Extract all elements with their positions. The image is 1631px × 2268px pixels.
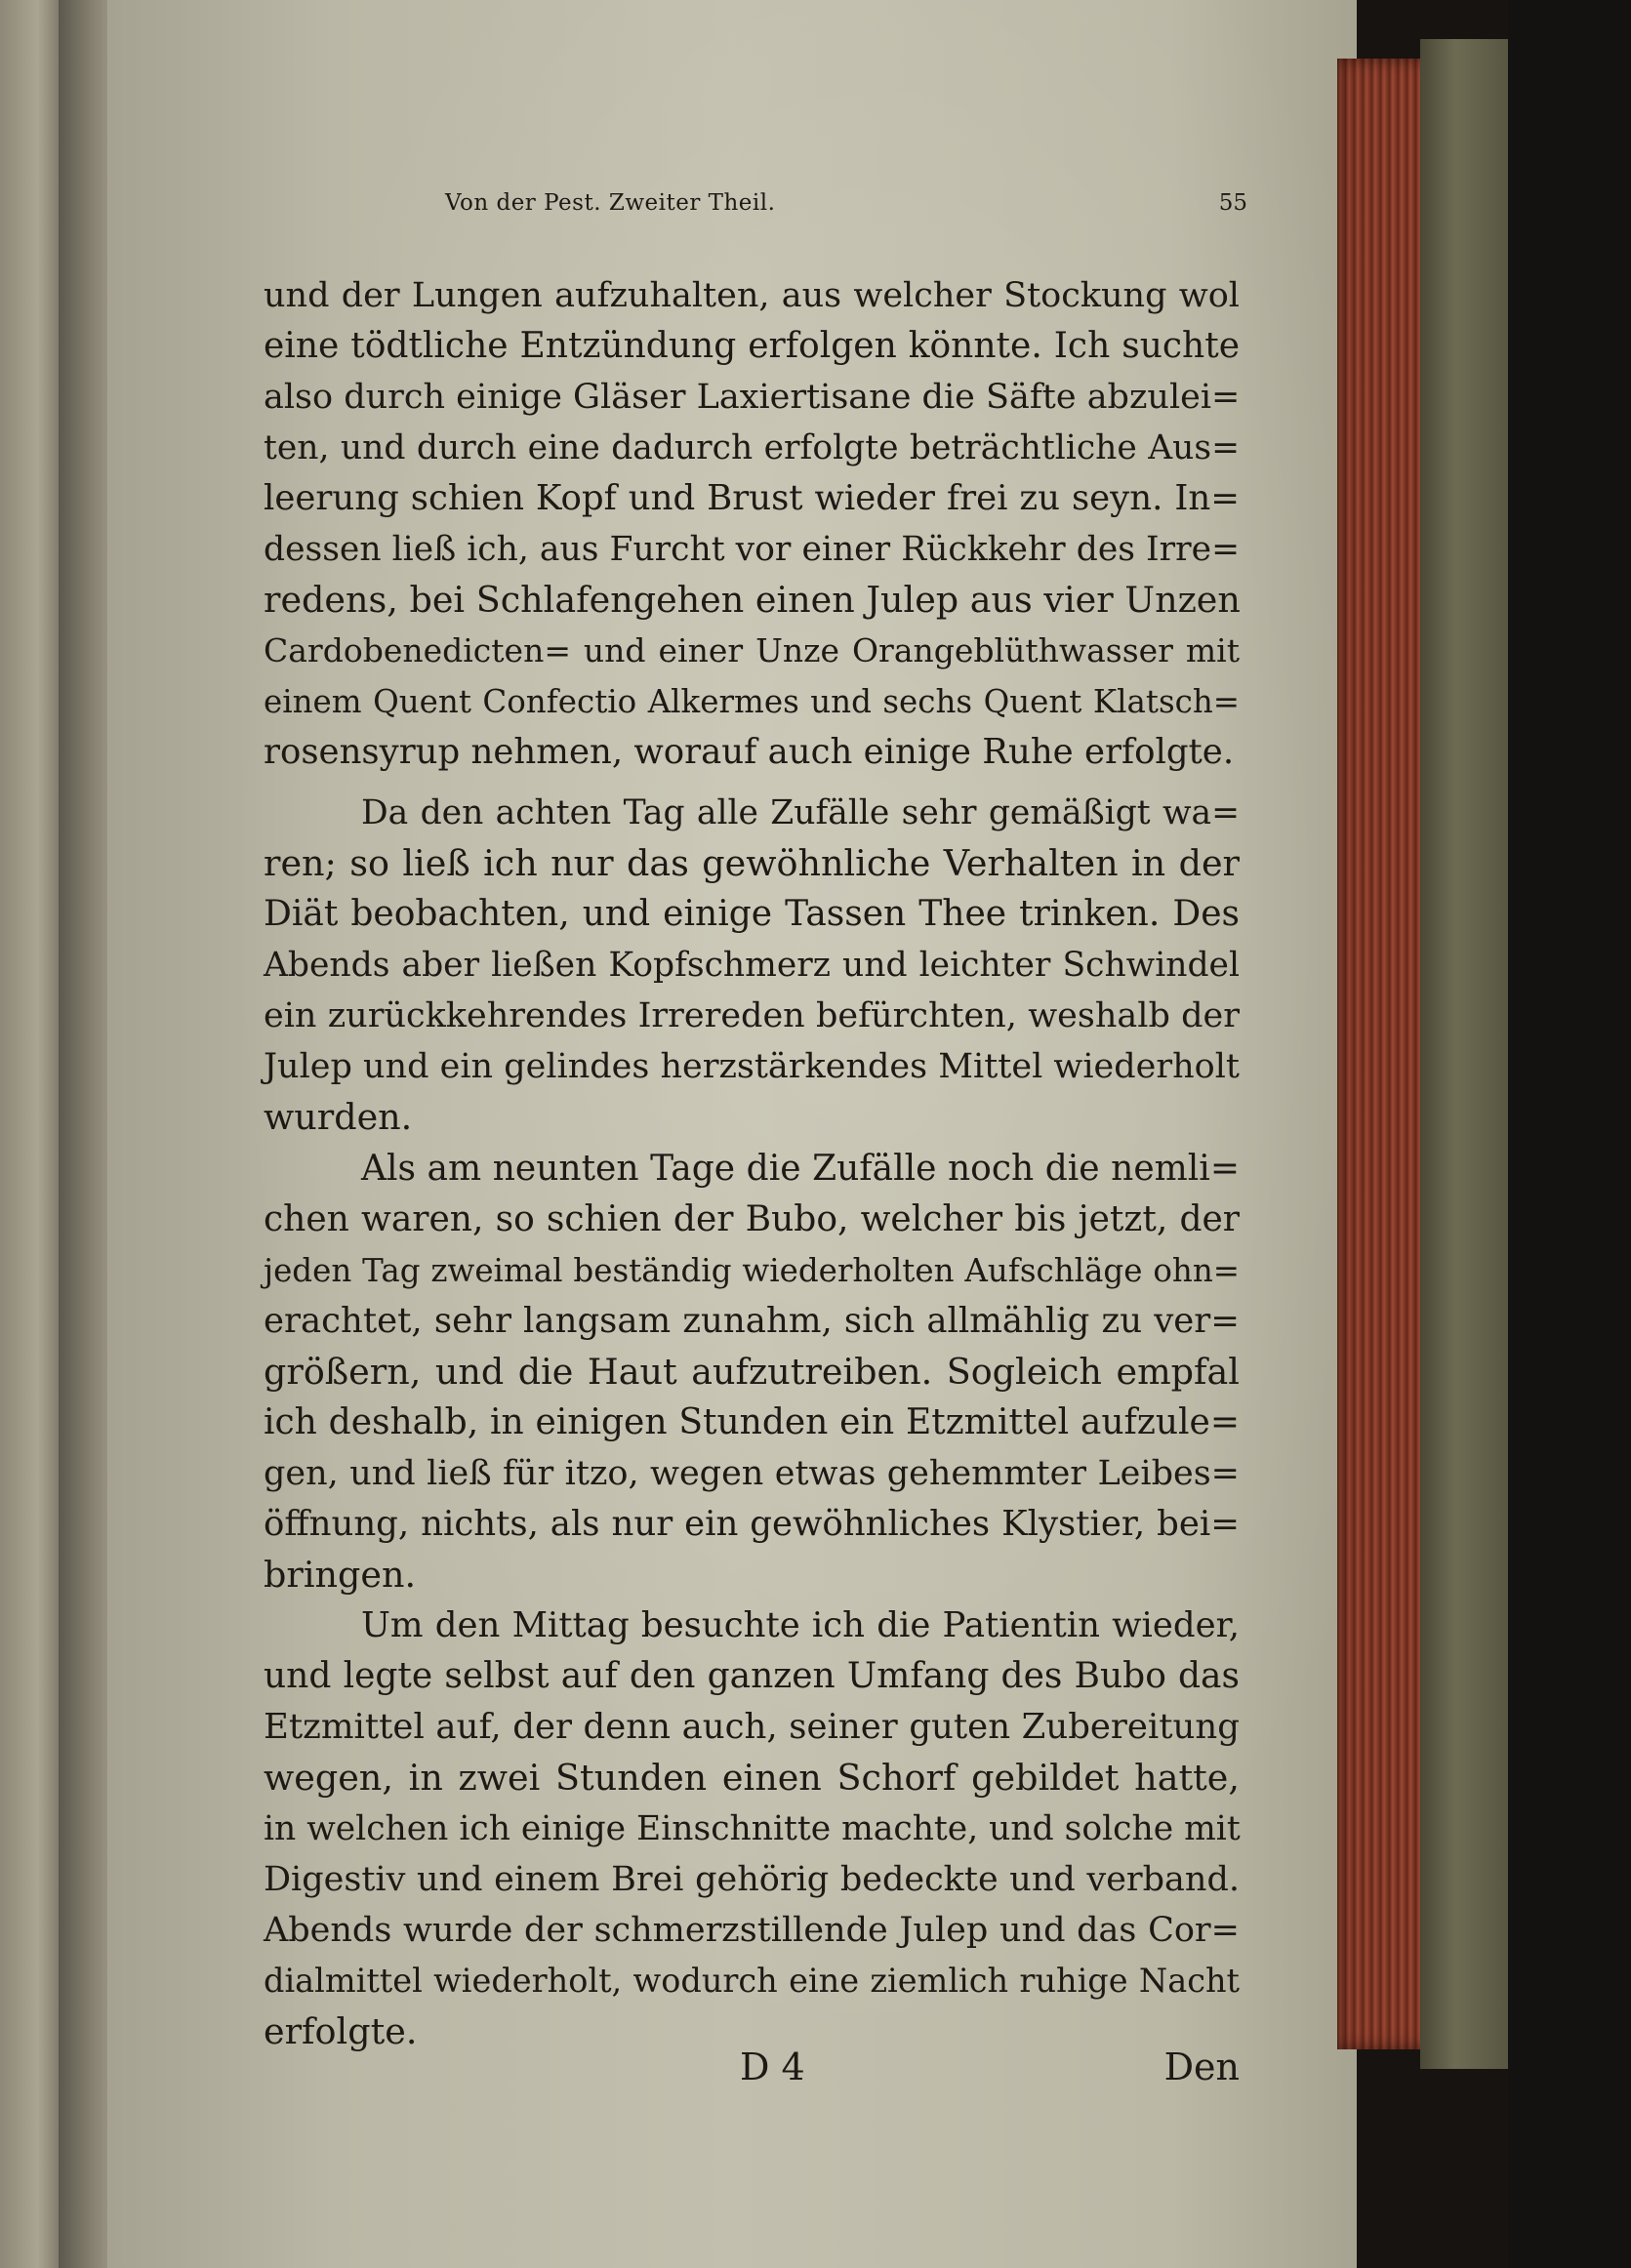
text-line: jeden Tag zweimal beständig wiederholten Aufschläge ohn= [264, 1252, 1240, 1289]
text-line: rosensyrup nehmen, worauf auch einige Ruhe erfolgte. [264, 732, 1235, 772]
text-line: dessen ließ ich, aus Furcht vor einer Rückkehr des Irre= [264, 530, 1240, 569]
text-line: erachtet, sehr langsam zunahm, sich allmählig zu ver= [264, 1301, 1240, 1341]
text-line: öffnung, nichts, als nur ein gewöhnliches Klystier, bei= [264, 1504, 1240, 1544]
running-title: Von der Pest. Zweiter Theil. [445, 190, 776, 216]
text-line: bringen. [264, 1554, 417, 1596]
text-line: Abends wurde der schmerzstillende Julep und das Cor= [264, 1911, 1240, 1950]
book-cover-edge [1420, 39, 1508, 2069]
text-line: Julep und ein gelindes herzstärkendes Mittel wiederholt [264, 1047, 1240, 1086]
text-line: Cardobenedicten= und einer Unze Orangeblüthwasser mit [264, 631, 1240, 669]
text-line: und legte selbst auf den ganzen Umfang des Bubo das [264, 1656, 1240, 1696]
page-footer [264, 2040, 1240, 2094]
text-line: also durch einige Gläser Laxiertisane die Säfte abzulei= [264, 378, 1241, 417]
page-number: 55 [1218, 190, 1247, 216]
text-line: eine tödtliche Entzündung erfolgen könnte. Ich suchte [264, 326, 1240, 366]
text-line: ten, und durch eine dadurch erfolgte beträchtliche Aus= [264, 428, 1240, 467]
text-line: erfolgte. [264, 2010, 418, 2052]
text-line: redens, bei Schlafengehen einen Julep aus vier Unzen [264, 579, 1241, 621]
running-head [264, 190, 1247, 249]
signature-mark: D 4 [740, 2045, 805, 2088]
text-line: ren; so ließ ich nur das gewöhnliche Verhalten in der [264, 842, 1240, 884]
text-line: Digestiv und einem Brei gehörig bedeckte und verband. [264, 1860, 1240, 1899]
text-line: ein zurückkehrendes Irrereden befürchten, weshalb der [264, 996, 1240, 1035]
text-line: Als am neunten Tage die Zufälle noch die nemli= [361, 1149, 1240, 1189]
book-page [107, 0, 1357, 2268]
text-line: gen, und ließ für itzo, wegen etwas gehemmter Leibes= [264, 1454, 1240, 1493]
text-line: größern, und die Haut aufzutreiben. Sogleich empfal [264, 1351, 1240, 1393]
text-line: Abends aber ließen Kopfschmerz und leichter Schwindel [264, 946, 1240, 985]
text-line: Um den Mittag besuchte ich die Patientin wieder, [361, 1605, 1240, 1645]
text-line: chen waren, so schien der Bubo, welcher bis jetzt, der [264, 1199, 1240, 1239]
text-line: und der Lungen aufzuhalten, aus welcher Stockung wol [264, 276, 1240, 315]
text-line: in welchen ich einige Einschnitte machte, und solche mit [264, 1809, 1241, 1848]
text-line: leerung schien Kopf und Brust wieder frei zu seyn. In= [264, 478, 1240, 518]
text-line: wurden. [264, 1096, 413, 1138]
text-line: Da den achten Tag alle Zufälle sehr gemäßigt wa= [361, 793, 1240, 832]
text-line: Etzmittel auf, der denn auch, seiner guten Zubereitung [264, 1707, 1240, 1747]
catchword: Den [1163, 2045, 1240, 2088]
text-line: dialmittel wiederholt, wodurch eine ziemlich ruhige Nacht [264, 1962, 1240, 2000]
dark-background [1508, 0, 1631, 2268]
text-line: Diät beobachten, und einige Tassen Thee trinken. Des [264, 894, 1240, 934]
text-line: einem Quent Confectio Alkermes und sechs Quent Klatsch= [264, 683, 1240, 720]
text-line: ich deshalb, in einigen Stunden ein Etzmittel aufzule= [264, 1402, 1240, 1442]
text-line: wegen, in zwei Stunden einen Schorf gebildet hatte, [264, 1757, 1240, 1799]
